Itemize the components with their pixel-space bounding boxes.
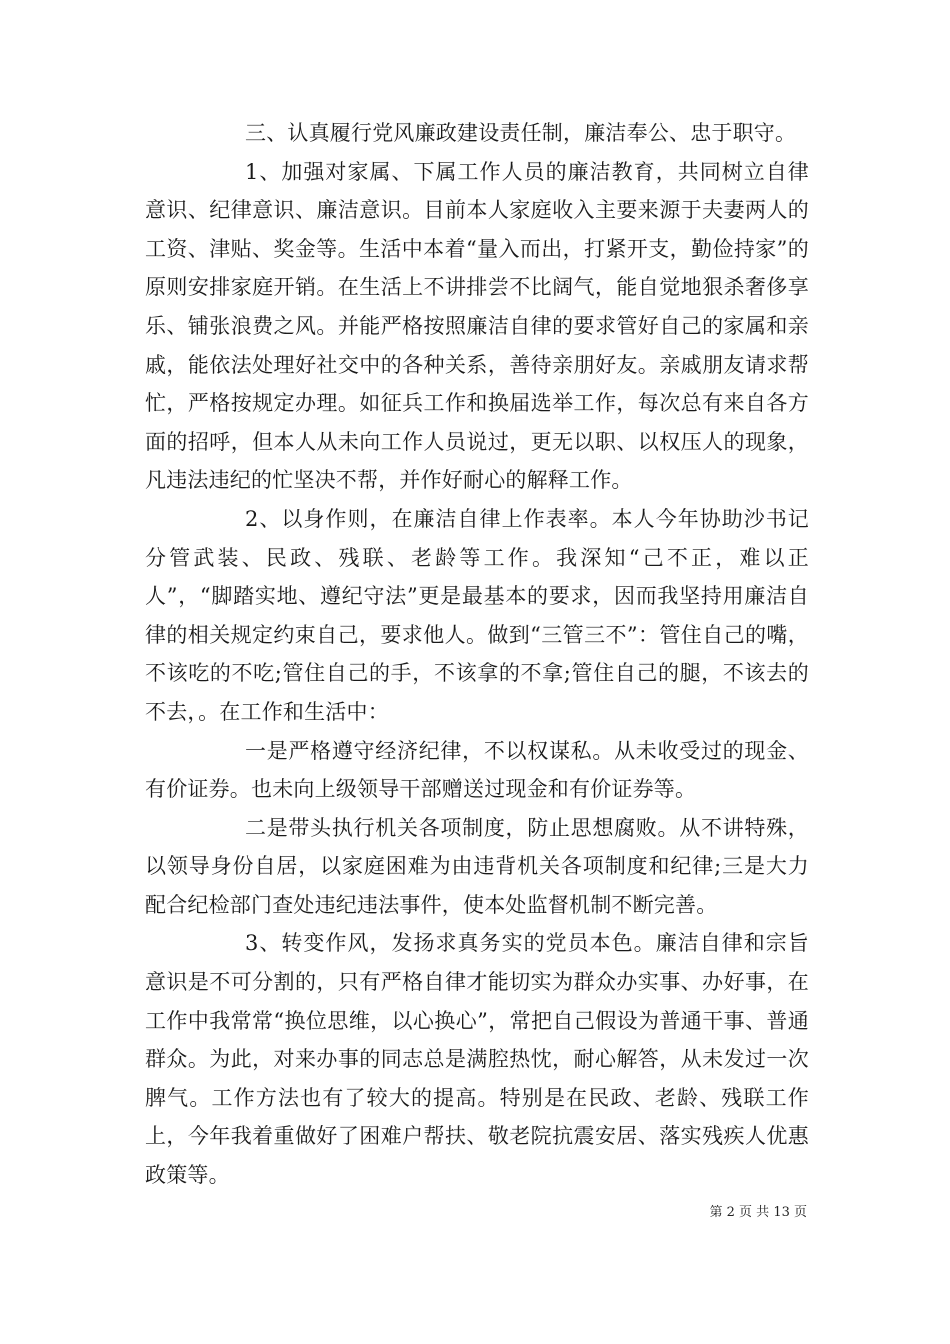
body-paragraph: 一是严格遵守经济纪律，不以权谋私。从未收受过的现金、有价证券。也未向上级领导干部赠送过现金和有价证券等。 xyxy=(145,738,809,802)
body-paragraph: 3、转变作风，发扬求真务实的党员本色。廉洁自律和宗旨意识是不可分割的，只有严格自律才能切实为群众办实事、办好事，在工作中我常常“换位思维，以心换心”，常把自己假设为普通干事、普通群众。为此，对来办事的同志总是满腔热忱，耐心解答，从未发过一次脾气。工作方法也有了较大的提高。特别是在民政、老龄、残联工作上，今年我着重做好了困难户帮扶、敬老院抗震安居、落实残疾人优惠政策等。 xyxy=(145,931,809,1188)
document-body xyxy=(145,114,809,1195)
section-heading-paragraph: 三、认真履行党风廉政建设责任制，廉洁奉公、忠于职守。 xyxy=(245,121,797,145)
body-paragraph: 二是带头执行机关各项制度，防止思想腐败。从不讲特殊，以领导身份自居，以家庭困难为由违背机关各项制度和纪律;三是大力配合纪检部门查处违纪违法事件，使本处监督机制不断完善。 xyxy=(145,815,809,917)
body-paragraph: 1、加强对家属、下属工作人员的廉洁教育，共同树立自律意识、纪律意识、廉洁意识。目前本人家庭收入主要来源于夫妻两人的工资、津贴、奖金等。生活中本着“量入而出，打紧开支，勤俭持家”的原则安排家庭开销。在生活上不讲排尝不比阔气，能自觉地狠杀奢侈享乐、铺张浪费之风。并能严格按照廉洁自律的要求管好自己的家属和亲戚，能依法处理好社交中的各种关系，善待亲朋好友。亲戚朋友请求帮忙，严格按规定办理。如征兵工作和换届选举工作，每次总有来自各方面的招呼，但本人从未向工作人员说过，更无以职、以权压人的现象，凡违法违纪的忙坚决不帮，并作好耐心的解释工作。 xyxy=(145,159,809,493)
page-number-footer: 第 2 页 共 13 页 xyxy=(709,1205,807,1220)
body-paragraph: 2、以身作则，在廉洁自律上作表率。本人今年协助沙书记分管武装、民政、残联、老龄等工作。我深知“己不正，难以正人”，“脚踏实地、遵纪守法”更是最基本的要求，因而我坚持用廉洁自律的相关规定约束自己，要求他人。做到“三管三不”：管住自己的嘴，不该吃的不吃;管住自己的手，不该拿的不拿;管住自己的腿，不该去的不去，。在工作和生活中： xyxy=(145,506,809,724)
